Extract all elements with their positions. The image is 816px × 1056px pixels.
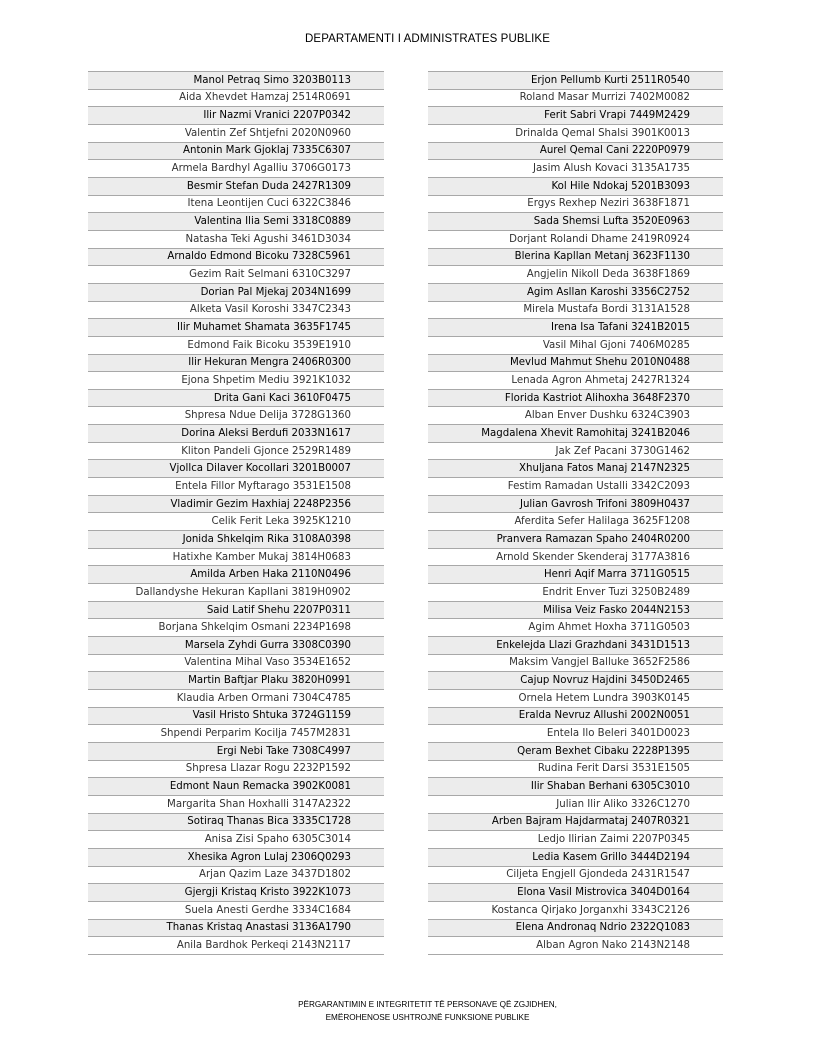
- list-item: Elena Andronaq Ndrio 2322Q1083: [428, 920, 723, 938]
- list-item: Itena Leontijen Cuci 6322C3846: [88, 196, 384, 214]
- page-title: DEPARTAMENTI I ADMINISTRATES PUBLIKE: [305, 33, 550, 45]
- list-item: Maksim Vangjel Balluke 3652F2586: [428, 655, 723, 673]
- list-item: Xhesika Agron Lulaj 2306Q0293: [88, 849, 384, 867]
- list-item: Arnaldo Edmond Bicoku 7328C5961: [88, 249, 384, 267]
- list-item: Milisa Veiz Fasko 2044N2153: [428, 602, 723, 620]
- list-item: Enkelejda Llazi Grazhdani 3431D1513: [428, 637, 723, 655]
- list-item: Magdalena Xhevit Ramohitaj 3241B2046: [428, 425, 723, 443]
- list-item: Roland Masar Murrizi 7402M0082: [428, 90, 723, 108]
- list-item: Rudina Ferit Darsi 3531E1505: [428, 761, 723, 779]
- list-item: Marsela Zyhdi Gurra 3308C0390: [88, 637, 384, 655]
- list-item: Aurel Qemal Cani 2220P0979: [428, 143, 723, 161]
- list-item: Xhuljana Fatos Manaj 2147N2325: [428, 460, 723, 478]
- list-item: Entela Ilo Beleri 3401D0023: [428, 725, 723, 743]
- list-item: Alketa Vasil Koroshi 3347C2343: [88, 302, 384, 320]
- list-item: Festim Ramadan Ustalli 3342C2093: [428, 478, 723, 496]
- list-item: Julian Gavrosh Trifoni 3809H0437: [428, 496, 723, 514]
- list-item: Martin Baftjar Plaku 3820H0991: [88, 672, 384, 690]
- list-item: Jasim Alush Kovaci 3135A1735: [428, 160, 723, 178]
- footer-line-2: EMËROHENOSE USHTROJNË FUNKSIONE PUBLIKE: [325, 1013, 530, 1022]
- list-item: Ledjo Ilirian Zaimi 2207P0345: [428, 831, 723, 849]
- list-item: Antonin Mark Gjoklaj 7335C6307: [88, 143, 384, 161]
- list-item: Agim Ahmet Hoxha 3711G0503: [428, 619, 723, 637]
- list-item: Arjan Qazim Laze 3437D1802: [88, 867, 384, 885]
- list-item: Edmond Faik Bicoku 3539E1910: [88, 337, 384, 355]
- list-item: Suela Anesti Gerdhe 3334C1684: [88, 902, 384, 920]
- list-item: Gezim Rait Selmani 6310C3297: [88, 266, 384, 284]
- list-item: Lenada Agron Ahmetaj 2427R1324: [428, 372, 723, 390]
- list-item: Arnold Skender Skenderaj 3177A3816: [428, 549, 723, 567]
- list-item: Ejona Shpetim Mediu 3921K1032: [88, 372, 384, 390]
- list-item: Sotiraq Thanas Bica 3335C1728: [88, 814, 384, 832]
- list-item: Ledia Kasem Grillo 3444D2194: [428, 849, 723, 867]
- list-item: Dorina Aleksi Berdufi 2033N1617: [88, 425, 384, 443]
- list-item: Manol Petraq Simo 3203B0113: [88, 71, 384, 90]
- list-item: Drinalda Qemal Shalsi 3901K0013: [428, 125, 723, 143]
- list-item: Ilir Nazmi Vranici 2207P0342: [88, 107, 384, 125]
- list-item: Ferit Sabri Vrapi 7449M2429: [428, 107, 723, 125]
- list-item: Amilda Arben Haka 2110N0496: [88, 566, 384, 584]
- list-item: Endrit Enver Tuzi 3250B2489: [428, 584, 723, 602]
- list-item: Armela Bardhyl Agalliu 3706G0173: [88, 160, 384, 178]
- list-item: Kol Hile Ndokaj 5201B3093: [428, 178, 723, 196]
- list-item: Vasil Hristo Shtuka 3724G1159: [88, 708, 384, 726]
- list-item: Celik Ferit Leka 3925K1210: [88, 513, 384, 531]
- list-item: Anila Bardhok Perkeqi 2143N2117: [88, 937, 384, 955]
- list-item: Dallandyshe Hekuran Kapllani 3819H0902: [88, 584, 384, 602]
- list-item: Kliton Pandeli Gjonce 2529R1489: [88, 443, 384, 461]
- list-item: Erjon Pellumb Kurti 2511R0540: [428, 71, 723, 90]
- list-item: Agim Asllan Karoshi 3356C2752: [428, 284, 723, 302]
- left-name-column: [88, 71, 384, 955]
- list-item: Kostanca Qirjako Jorganxhi 3343C2126: [428, 902, 723, 920]
- list-item: Borjana Shkelqim Osmani 2234P1698: [88, 619, 384, 637]
- list-item: Shpendi Perparim Kocilja 7457M2831: [88, 725, 384, 743]
- list-item: Jonida Shkelqim Rika 3108A0398: [88, 531, 384, 549]
- list-item: Edmont Naun Remacka 3902K0081: [88, 778, 384, 796]
- list-item: Thanas Kristaq Anastasi 3136A1790: [88, 920, 384, 938]
- list-item: Cajup Novruz Hajdini 3450D2465: [428, 672, 723, 690]
- page-footer: [0, 998, 816, 1024]
- list-item: Ilir Hekuran Mengra 2406R0300: [88, 355, 384, 373]
- list-item: Mevlud Mahmut Shehu 2010N0488: [428, 355, 723, 373]
- list-item: Irena Isa Tafani 3241B2015: [428, 319, 723, 337]
- list-item: Ergi Nebi Take 7308C4997: [88, 743, 384, 761]
- list-item: Natasha Teki Agushi 3461D3034: [88, 231, 384, 249]
- list-item: Angjelin Nikoll Deda 3638F1869: [428, 266, 723, 284]
- list-item: Arben Bajram Hajdarmataj 2407R0321: [428, 814, 723, 832]
- footer-line-1: PËRGARANTIMIN E INTEGRITETIT TË PERSONAVE QË ZGJIDHEN,: [298, 1000, 557, 1009]
- list-item: Hatixhe Kamber Mukaj 3814H0683: [88, 549, 384, 567]
- list-item: Florida Kastriot Alihoxha 3648F2370: [428, 390, 723, 408]
- list-item: Pranvera Ramazan Spaho 2404R0200: [428, 531, 723, 549]
- list-item: Ilir Shaban Berhani 6305C3010: [428, 778, 723, 796]
- list-item: Vasil Mihal Gjoni 7406M0285: [428, 337, 723, 355]
- list-item: Ciljeta Engjell Gjondeda 2431R1547: [428, 867, 723, 885]
- list-item: Dorian Pal Mjekaj 2034N1699: [88, 284, 384, 302]
- list-item: Ilir Muhamet Shamata 3635F1745: [88, 319, 384, 337]
- list-item: Eralda Nevruz Allushi 2002N0051: [428, 708, 723, 726]
- list-item: Vjollca Dilaver Kocollari 3201B0007: [88, 460, 384, 478]
- list-item: Said Latif Shehu 2207P0311: [88, 602, 384, 620]
- list-item: Valentina Mihal Vaso 3534E1652: [88, 655, 384, 673]
- list-item: Elona Vasil Mistrovica 3404D0164: [428, 884, 723, 902]
- list-item: Valentin Zef Shtjefni 2020N0960: [88, 125, 384, 143]
- list-item: Ornela Hetem Lundra 3903K0145: [428, 690, 723, 708]
- list-item: Aida Xhevdet Hamzaj 2514R0691: [88, 90, 384, 108]
- list-item: Klaudia Arben Ormani 7304C4785: [88, 690, 384, 708]
- list-item: Shpresa Ndue Delija 3728G1360: [88, 407, 384, 425]
- list-item: Alban Enver Dushku 6324C3903: [428, 407, 723, 425]
- list-item: Shpresa Llazar Rogu 2232P1592: [88, 761, 384, 779]
- list-item: Vladimir Gezim Haxhiaj 2248P2356: [88, 496, 384, 514]
- list-item: Henri Aqif Marra 3711G0515: [428, 566, 723, 584]
- list-item: Ergys Rexhep Neziri 3638F1871: [428, 196, 723, 214]
- list-item: Julian Ilir Aliko 3326C1270: [428, 796, 723, 814]
- list-item: Alban Agron Nako 2143N2148: [428, 937, 723, 955]
- list-item: Gjergji Kristaq Kristo 3922K1073: [88, 884, 384, 902]
- list-item: Margarita Shan Hoxhalli 3147A2322: [88, 796, 384, 814]
- list-item: Mirela Mustafa Bordi 3131A1528: [428, 302, 723, 320]
- list-item: Dorjant Rolandi Dhame 2419R0924: [428, 231, 723, 249]
- list-item: Besmir Stefan Duda 2427R1309: [88, 178, 384, 196]
- list-item: Anisa Zisi Spaho 6305C3014: [88, 831, 384, 849]
- list-item: Drita Gani Kaci 3610F0475: [88, 390, 384, 408]
- list-item: Entela Fillor Myftarago 3531E1508: [88, 478, 384, 496]
- list-item: Sada Shemsi Lufta 3520E0963: [428, 213, 723, 231]
- list-item: Qeram Bexhet Cibaku 2228P1395: [428, 743, 723, 761]
- list-item: Blerina Kapllan Metanj 3623F1130: [428, 249, 723, 267]
- list-item: Jak Zef Pacani 3730G1462: [428, 443, 723, 461]
- list-item: Aferdita Sefer Halilaga 3625F1208: [428, 513, 723, 531]
- right-name-column: [428, 71, 723, 955]
- list-item: Valentina Ilia Semi 3318C0889: [88, 213, 384, 231]
